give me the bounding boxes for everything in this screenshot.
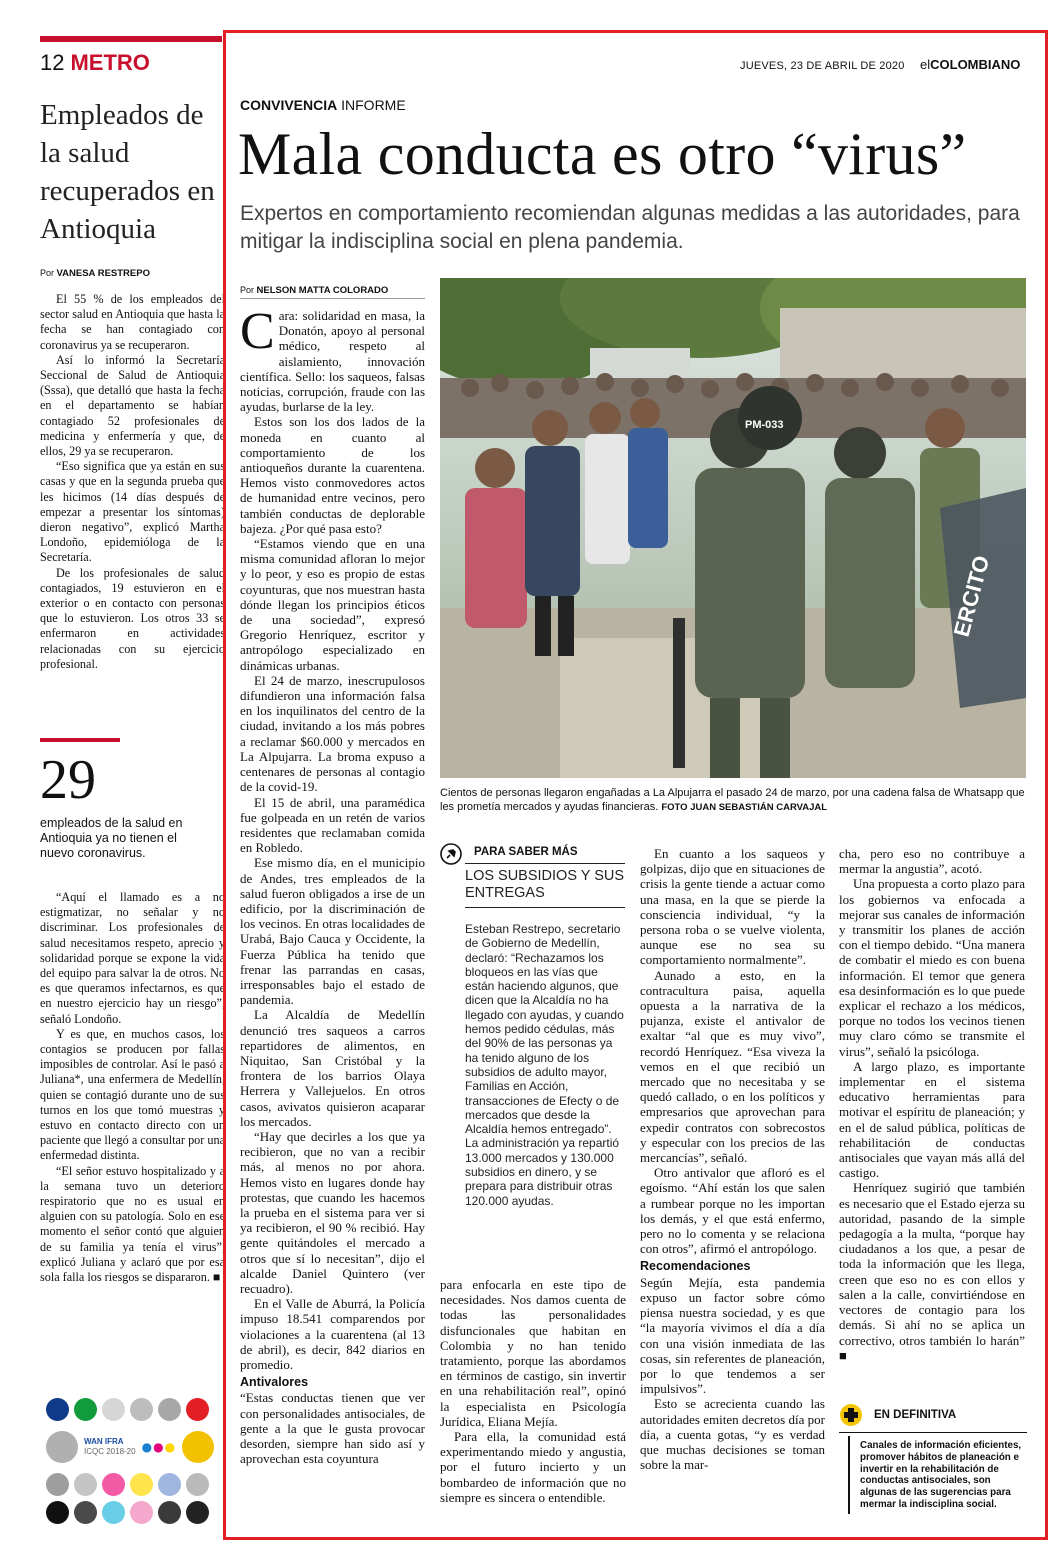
stat-rule [40, 738, 120, 742]
column-3-after [640, 1275, 825, 1473]
article-headline: Mala conducta es otro “virus” [238, 121, 967, 187]
paragraph: A largo plazo, es importante implementar en el sistema educativo herramientas para motivar el espíritu de planeación; y en el de salud pública, políticas de rehabilitación de conductas antisociales que vayan más allá del castigo. [839, 1058, 1025, 1181]
paragraph: El 15 de abril, una paramédica fue golpeada en un retén de varios residentes que reclamaban comida en Robledo. [240, 794, 425, 856]
kicker [240, 97, 406, 113]
byline-name: VANESA RESTREPO [56, 268, 150, 279]
paragraph: cha, pero eso no contribuye a mermar la angustia”, acotó. [839, 846, 1025, 877]
cross-icon [839, 1403, 863, 1427]
paragraph: “Estamos viendo que en una misma comunidad afloran lo mejor y lo peor, y eso es propio de estas coyunturas, que nos muestran hasta dónde llegan los principios éticos de una sociedad”, expresó Gregorio Henríquez, escritor y antropólogo especializado en dinámicas urbanas. [240, 536, 425, 673]
color-swatch [74, 1398, 97, 1421]
photo-shield-text: ERCITO [948, 552, 995, 640]
paragraph: El 24 de marzo, inescrupulosos difundieron una información falsa en los inquilinatos del centro de la ciudad, invitando a los más pobres a reclamar $60.000 y mercados en La Alpujarra. La broma expuso a centenares de personas al contagio de la covid-19. [240, 672, 425, 795]
color-swatch [158, 1501, 181, 1524]
color-swatch [158, 1398, 181, 1421]
byline-prefix: Por [40, 268, 55, 278]
color-swatch [102, 1501, 125, 1524]
summary-rule [839, 1432, 1027, 1433]
color-swatch [74, 1501, 97, 1524]
column-1-paragraphs [240, 308, 425, 1372]
article-column-3 [640, 846, 825, 1513]
color-swatch [130, 1473, 153, 1496]
brand-name: COLOMBIANO [930, 57, 1021, 72]
paragraph: Para ella, la comunidad está experimentando miedo y angustia, por el futuro incierto y un bombardeo de información que no siempre es sincera o entendible. [440, 1429, 626, 1505]
paragraph: El 55 % de los empleados del sector salud en Antioquia que hasta la fecha se han contagiado con coronavirus ya se recuperaron. [40, 292, 225, 352]
paragraph: Y es que, en muchos casos, los contagios se producen por fallas imposibles de controlar. Así le pasó a Juliana*, una enfermera de Medellín, quien se contagió durante uno de sus turnos en los que tomó muestras y estuvo en contacto directo con un paciente que llegó a consultar por una enfermedad distinta. [40, 1026, 225, 1163]
color-swatch [130, 1398, 153, 1421]
kicker-type: INFORME [341, 97, 406, 113]
page-number-value: 12 [40, 50, 65, 75]
color-swatch [46, 1501, 69, 1524]
paragraph: La Alcaldía de Medellín denunció tres saqueos a carros repartidores de alimentos, en Niquitao, San Cristóbal y la frontera de los barrios Olaya Herrera y Vallejuelos. En otros casos, avivatos quisieron acaparar los mercados. [240, 1007, 425, 1129]
pin-icon [440, 843, 462, 865]
article-column-4 [839, 846, 1025, 1391]
color-swatch [74, 1473, 97, 1496]
paragraph: Otro antivalor que afloró es el egoísmo. “Ahí están los que salen a rumbear porque no les importan los demás, y el que está enfermo, pero no lo comenta y se relaciona con otros”, afirmó el antropólogo. [640, 1165, 825, 1257]
sidebar-rule [465, 863, 625, 864]
subhead-antivalores: Antivalores [240, 1375, 309, 1390]
byline-prefix: Por [240, 285, 255, 295]
article-subhead: Expertos en comportamiento recomiendan algunas medidas a las autoridades, para mitigar la indisciplina social en plena pandemia. [240, 202, 1020, 253]
paragraph: “El señor estuvo hospitalizado y a la semana tuvo un deterioro respiratorio que no es usual en alguien con su patología. Solo en ese momento el señor contó que alguien de su familia ya tenía el virus”, explicó Juliana y aclaró que por esa sola falla los riesgos se dispararon. ■ [40, 1163, 225, 1285]
page-number [40, 50, 150, 76]
summary-box: Canales de información eficientes, promover hábitos de planeación e invertir en la rehabilitación de conductas antisociales, son algunas de las sugerencias para mermar la indisciplina social. [848, 1436, 1028, 1514]
column-3-paragraphs [640, 846, 825, 1256]
section-label: METRO [70, 50, 150, 75]
section-rule [40, 36, 222, 42]
sidebar-body: Esteban Restrepo, secretario de Gobierno de Medellín, declaró: “Rechazamos los bloqueos en las vías que están haciendo algunos, que dicen que la Alcaldía no ha llegado con ayudas, y cuando hemos pedido cédulas, más del 90% de las personas ya ha tenido alguno de los subsidios de adulto mayor, Familias en Acción, transacciones de Efecty o de mercados que desde la Alcaldía hemos entregado”. La administración ya repartió 13.000 mercados y 130.000 subsidios en dinero, y se prepara para distribuir otras 120.000 ayudas. [465, 922, 624, 1208]
paragraph: Estos son los dos lados de la moneda en cuanto al comportamiento de los antioqueños durante la cuarentena. Hemos visto conmovedores actos de humanidad entre vecinos, pero también conductas de deplorable bajeza. ¿Por qué pasa esto? [240, 414, 425, 536]
photo-helmet-sign: PM-033 [745, 419, 784, 431]
color-swatch [46, 1473, 69, 1496]
paragraph: Esto se acrecienta cuando las autoridades emiten decretos día por día, a cuenta gotas, “y es verdad que muchas decisiones se toman sobre la mar- [640, 1396, 825, 1473]
wan-ifra-logo: WAN IFRA ICQC 2018-20 [84, 1437, 136, 1456]
brand-prefix: el [920, 57, 931, 72]
photo-caption [440, 786, 1026, 815]
photo-credit: FOTO JUAN SEBASTIÁN CARVAJAL [661, 802, 828, 813]
color-swatch [102, 1398, 125, 1421]
color-swatch [186, 1473, 209, 1496]
newspaper-brand [920, 57, 1020, 72]
paragraph: Así lo informó la Secretaría Seccional de Salud de Antioquia (Sssa), que detalló que hasta la fecha en el departamento se habían contagiado 52 profesionales de medicina y enfermería y que, de ellos, 29 ya se recuperaron. [40, 352, 225, 459]
paragraph: “Hay que decirles a los que ya recibieron, que no van a recibir más, al menos no por ahora. Hemos visto en lugares donde hay protestas, que cuando les hacemos la prueba en el sistema para ver si ya recibieron, el 90 % recibió. Hay gente quitándoles el mercado a otros que sí lo necesitan”, dijo el alcalde Daniel Quintero (ver recuadro). [240, 1128, 425, 1296]
color-swatch [102, 1473, 125, 1496]
color-swatch [158, 1473, 181, 1496]
subhead-recomendaciones: Recomendaciones [640, 1259, 751, 1274]
left-body-top [40, 292, 225, 712]
color-swatch [130, 1501, 153, 1524]
news-photo [440, 278, 1026, 778]
paragraph: “Estas conductas tienen que ver con personalidades antisociales, de gente a la que le gusta provocar desorden, siempre han sido así y aprovechan esta coyuntura [240, 1390, 425, 1467]
paragraph: Henríquez sugirió que también es necesario que el Estado ejerza su autoridad, pasando de la simple pedagogía a la multa, “porque hay ciudadanos a los que, a pesar de toda la información que les llega, creen que eso no es con ellos y salen a la calle, convirtiéndose en vectores de contagio para los demás. Si ahí no se aplica un correctivo, otros también lo harán” ■ [839, 1180, 1025, 1363]
byline-name: NELSON MATTA COLORADO [256, 285, 389, 296]
paragraph: para enfocarla en este tipo de necesidades. Nos damos cuenta de todas las personalidades disfuncionales que habitan en Colombia y no han tenido tratamiento, porque las abordamos en términos de castigo, sin invertir en una rehabilitación real”, opinó la especialista en Psicología Jurídica, Eliana Mejía. [440, 1277, 626, 1429]
sidebar-rule [465, 907, 625, 908]
caption-text: Cientos de personas llegaron engañadas a La Alpujarra el pasado 24 de marzo, por una cadena falsa de Whatsapp que les prometía mercados y ayudas financieras. [440, 787, 1025, 813]
stat-text: empleados de la salud en Antioquia ya no tienen el nuevo coronavirus. [40, 816, 183, 860]
paragraph: De los profesionales de salud contagiados, 19 estuvieron en el exterior o en contacto con personas que lo estuvieron. Los otros 33 se enfermaron en actividades relacionadas con su ejercicio profesional. [40, 565, 225, 671]
sidebar-title: PARA SABER MÁS [474, 846, 578, 858]
kicker-section: CONVIVENCIA [240, 97, 338, 113]
left-byline [40, 268, 150, 279]
summary-title: EN DEFINITIVA [874, 1409, 957, 1421]
left-body-bottom [40, 890, 225, 1360]
article-column-2 [440, 1277, 626, 1513]
color-swatch [186, 1501, 209, 1524]
print-color-bar [46, 1398, 218, 1529]
color-swatch [186, 1398, 209, 1421]
article-byline [240, 285, 388, 296]
dateline: JUEVES, 23 DE ABRIL DE 2020 [740, 60, 905, 72]
paragraph: En cuanto a los saqueos y golpizas, dijo que en situaciones de crisis la gente tiende a actuar como una masa, en la que se pierde la consciencia individual, “y la persona roba o se vuelve violenta, aunque ese no sea su comportamiento normalmente”. [640, 846, 825, 968]
paragraph: “Eso significa que ya están en sus casas y que en la segunda prueba que les hicimos (14 días después de empezar a presentar los síntomas) dieron negativo”, explicó Martha Londoño, epidemióloga de la Secretaría. [40, 459, 225, 565]
paragraph: ara: solidaridad en masa, la Donatón, apoyo al personal médico, respeto al aislamiento, innovación científica. Sello: los saqueos, falsas noticias, corrupción, fraude con las ayudas, burlarse de la ley. [240, 308, 425, 415]
paragraph: Una propuesta a corto plazo para los gobiernos va enfocada a mejorar sus canales de información y transmitir los planes de acción con el tiempo debido. “Una manera de combatir el miedo es con buena información. El temor que genera esa desinformación es lo que puede explicar el rechazo a los médicos, porque no todos los vecinos tienen muy claro cómo se transmite el virus”, señaló la psicóloga. [839, 876, 1025, 1059]
stat-number: 29 [40, 749, 96, 811]
color-swatch [46, 1431, 78, 1463]
color-swatch [46, 1398, 69, 1421]
drop-cap: C [240, 308, 275, 360]
paragraph: Aunado a esto, en la contracultura paisa, aquella opuesta a la narrativa de la pujanza, existe el antivalor de exaltar “al que es muy vivo”, recordó Henríquez. “Esa viveza la vemos en el que recibió un mercado que no necesitaba y se quedó callado, o en los políticos y empresarios que aprovechan para expedir contratos con sobrecostos y especular con los precios de las mercancías”, señaló. [640, 967, 825, 1166]
sidebar-headline: LOS SUBSIDIOS Y SUS ENTREGAS [465, 868, 625, 901]
article-column-1 [240, 308, 425, 1513]
paragraph: Ese mismo día, en el municipio de Andes, tres empleados de la salud fueron obligados a irse de un edificio, por la discriminación de los vecinos. En otras localidades de Urabá, Bajo Cauca y Occidente, la Fuerza Pública ha tenido que frenar las parrandas en casas, irresponsables bajo el estado de pandemia. [240, 855, 425, 1008]
paragraph: Según Mejía, esta pandemia expuso un factor sobre cómo piensa nuestra sociedad, y es que “la mayoría vivimos el día a día con una visión inmediata de las cosas, sin referentes de planeación, por lo que tendemos a ser impulsivos”. [640, 1274, 825, 1397]
registration-dots: ●●● [141, 1440, 177, 1454]
paragraph: “Aquí el llamado es a no estigmatizar, no señalar y no discriminar. Los profesionales de salud necesitamos respeto, aprecio y solidaridad porque se expone la vida del equipo para salvar la de otros. No es que queramos infectarnos, es que en nuestro ejercicio hay un riesgo”, señaló Londoño. [40, 890, 225, 1026]
paragraph: En el Valle de Aburrá, la Policía impuso 18.541 comparendos por violaciones a la cuarentena (al 13 de abril), es decir, 842 diarios en promedio. [240, 1296, 425, 1373]
color-swatch [182, 1431, 214, 1463]
left-headline: Empleados de la salud recuperados en Antioquia [40, 99, 215, 245]
byline-rule [240, 298, 425, 299]
